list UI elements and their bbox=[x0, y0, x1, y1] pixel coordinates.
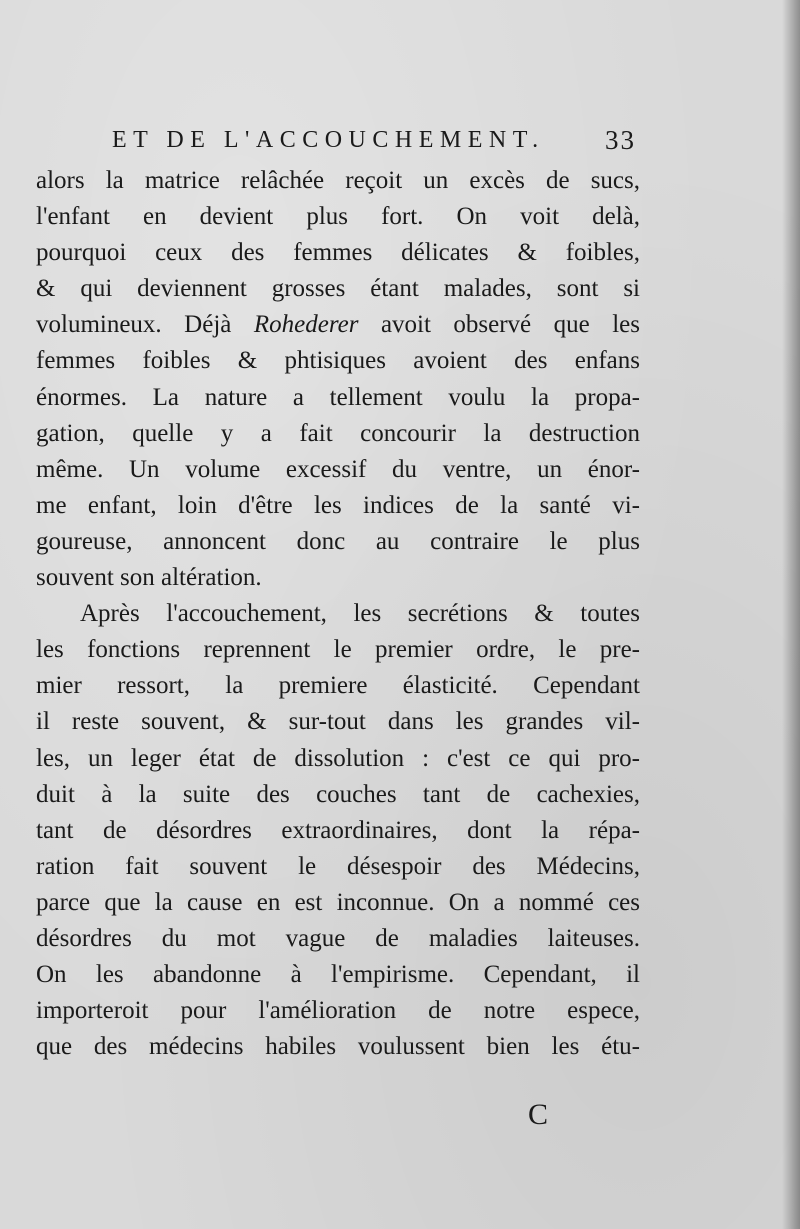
text-line: pourquoi ceux des femmes délicates & foibles, bbox=[36, 239, 640, 267]
text-line: alors la matrice relâchée reçoit un excès de sucs, bbox=[36, 167, 640, 194]
author-name: Rohederer bbox=[253, 311, 359, 339]
text-line: gation, quelle y a fait concourir la destruction bbox=[36, 419, 640, 447]
text-line: On les abandonne à l'empirisme. Cependant, il bbox=[36, 961, 640, 989]
text-line: importeroit pour l'amélioration de notre espece, bbox=[36, 997, 640, 1025]
text-line: parce que la cause en est inconnue. On a nommé ces bbox=[36, 888, 640, 916]
text-line: goureuse, annoncent donc au contraire le plus bbox=[36, 527, 640, 555]
text-line: duit à la suite des couches tant de cachexies, bbox=[36, 780, 640, 808]
text-line: désordres du mot vague de maladies laiteuses. bbox=[36, 924, 640, 952]
text-line: l'enfant en devient plus fort. On voit delà, bbox=[36, 203, 640, 231]
text-line: & qui deviennent grosses étant malades, sont si bbox=[36, 275, 640, 303]
text-line: volumineux. Déjà Rohederer avoit observé que les bbox=[36, 311, 640, 339]
text-line: ration fait souvent le désespoir des Médecins, bbox=[36, 852, 640, 880]
page-number: 33 bbox=[605, 125, 636, 155]
text-line: les, un leger état de dissolution : c'est ce qui pro- bbox=[36, 744, 640, 772]
text-line: les fonctions reprennent le premier ordre, le pre- bbox=[36, 636, 640, 664]
text-line: même. Un volume excessif du ventre, un énor- bbox=[36, 455, 640, 483]
page-header bbox=[112, 122, 636, 158]
signature-mark: C bbox=[528, 1098, 549, 1131]
text-line: Après l'accouchement, les secrétions & toutes bbox=[80, 600, 640, 628]
text-line: souvent son altération. bbox=[36, 564, 262, 592]
text-line: tant de désordres extraordinaires, dont la répa- bbox=[36, 816, 640, 844]
body-text bbox=[36, 163, 640, 1065]
text-line: femmes foibles & phtisiques avoient des enfans bbox=[36, 347, 640, 375]
text-line: me enfant, loin d'être les indices de la santé vi- bbox=[36, 491, 640, 519]
text-line: il reste souvent, & sur-tout dans les grandes vil- bbox=[36, 708, 640, 736]
text-line: énormes. La nature a tellement voulu la propa- bbox=[36, 383, 640, 411]
page-edge-shadow bbox=[782, 0, 800, 1229]
text-line: que des médecins habiles voulussent bien les étu- bbox=[36, 1033, 640, 1061]
text-line: mier ressort, la premiere élasticité. Cependant bbox=[36, 672, 640, 700]
running-title: ET DE L'ACCOUCHEMENT. bbox=[112, 127, 545, 153]
